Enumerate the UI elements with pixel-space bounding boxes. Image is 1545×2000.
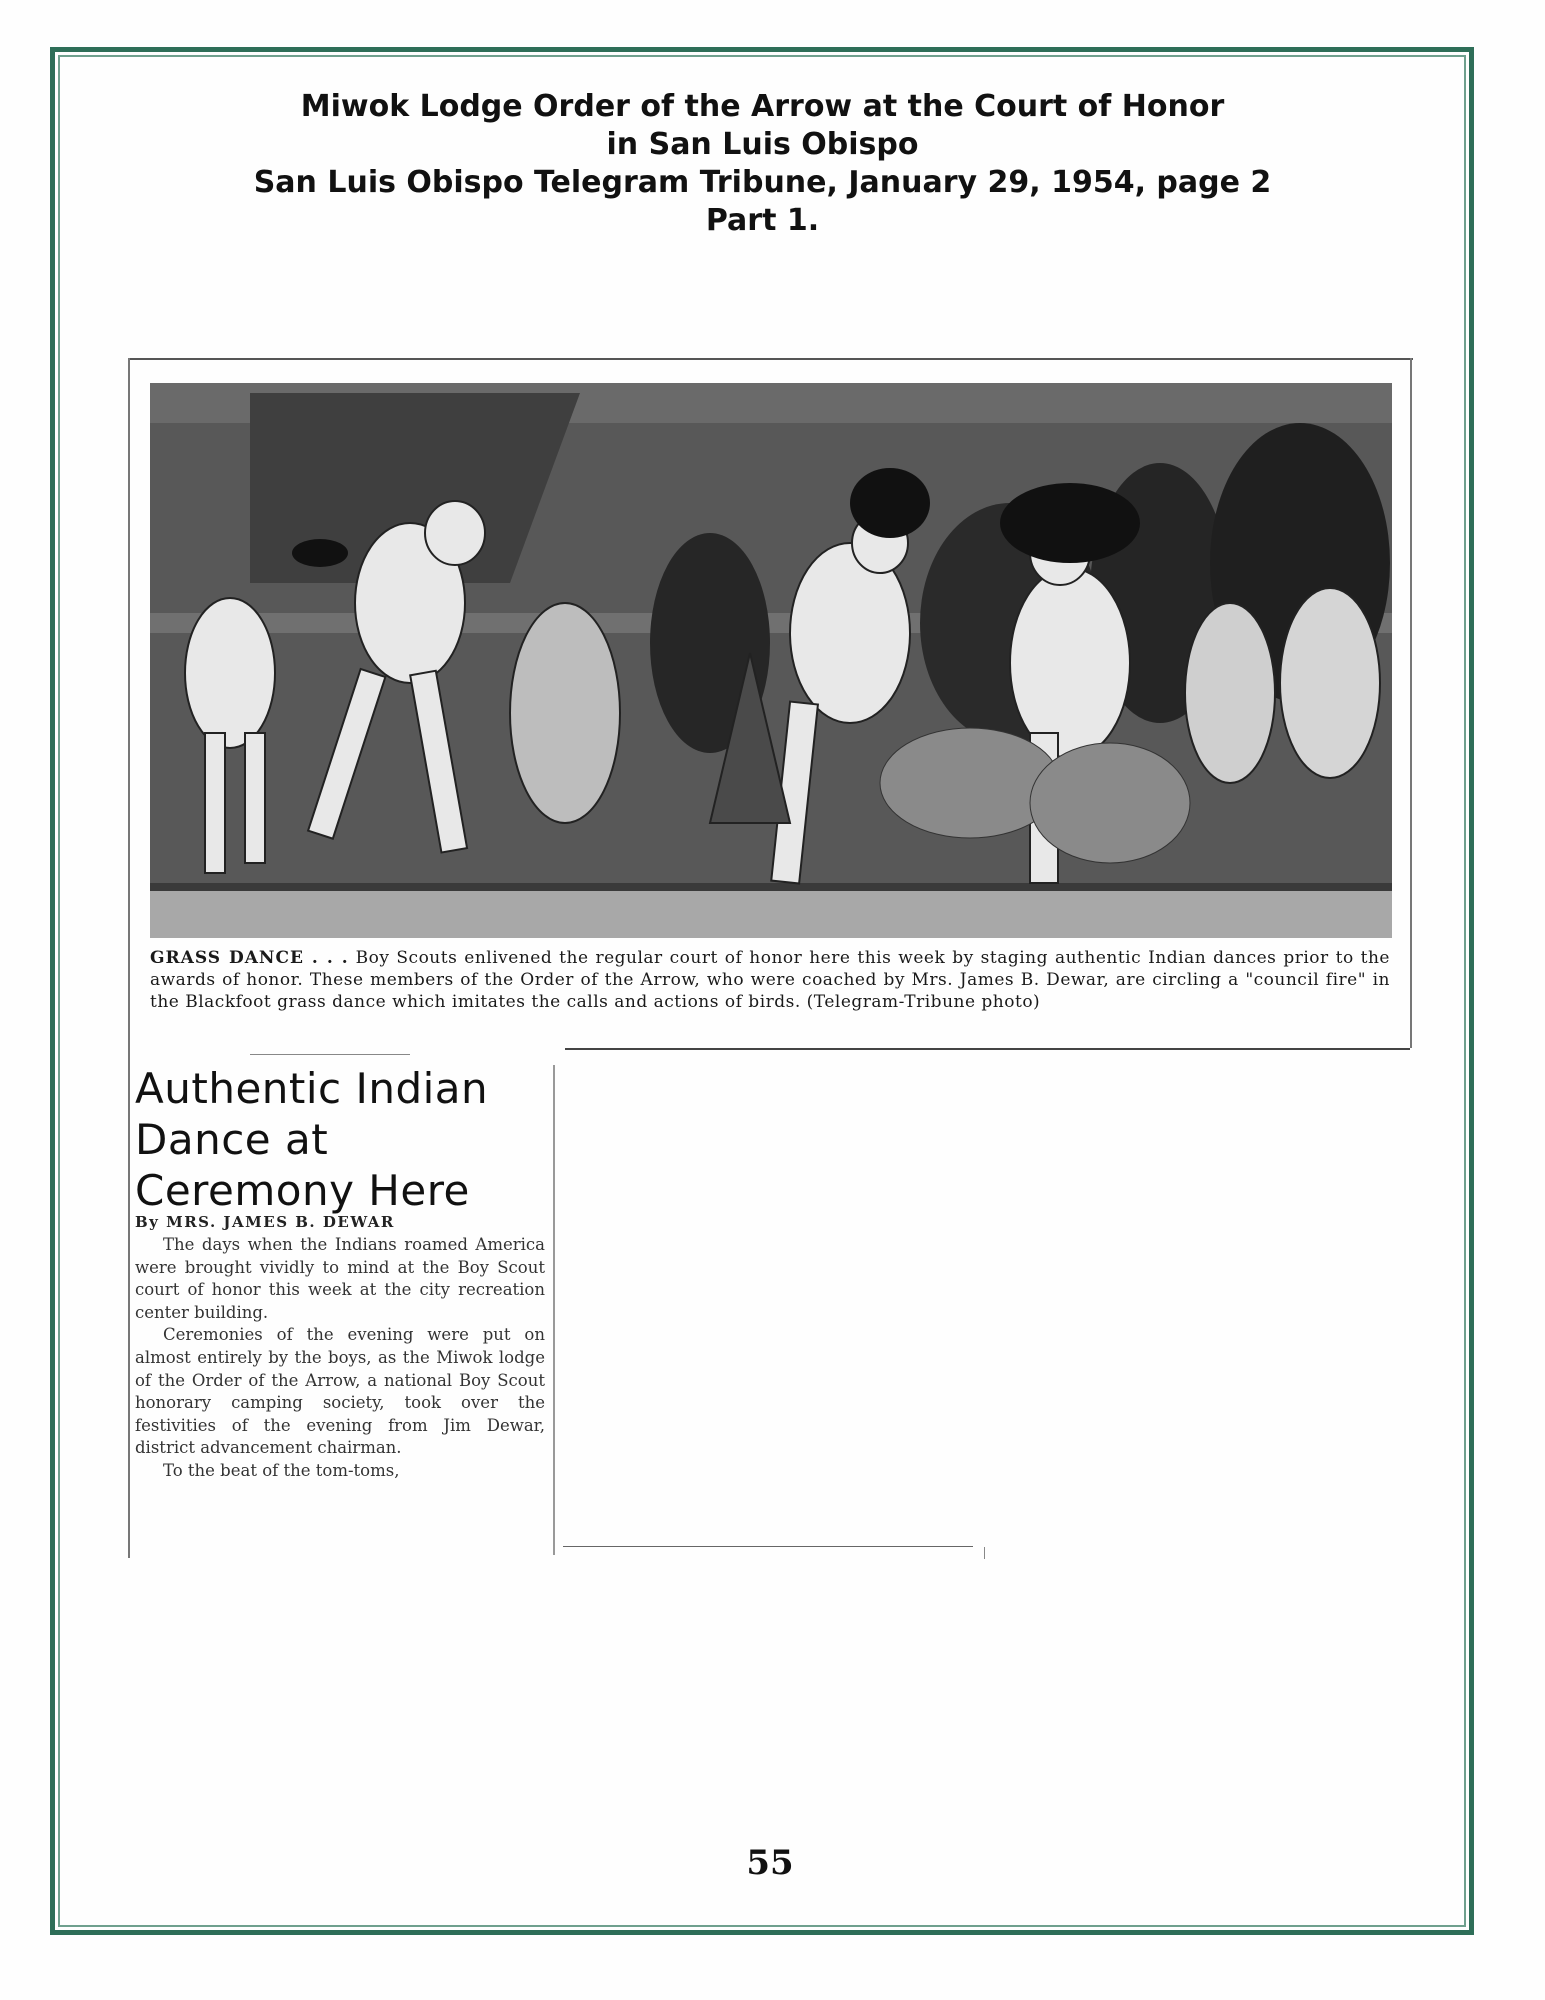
article-paragraph: The days when the Indians roamed America were brought vividly to mind at the Boy Scout court of honor this week at the city recreation center building. xyxy=(135,1235,545,1322)
heading-line-1: Miwok Lodge Order of the Arrow at the Court of Honor xyxy=(300,89,1225,124)
heading-line-2: in San Luis Obispo xyxy=(606,127,919,162)
article-byline: By MRS. JAMES B. DEWAR xyxy=(135,1213,395,1231)
heading-line-3: San Luis Obispo Telegram Tribune, January 29, 1954, page 2 xyxy=(253,165,1272,200)
caption-text: Boy Scouts enlivened the regular court of honor here this week by staging authentic Indian dances prior to the awards of honor. These members of the Order of the Arrow, who were coached by Mrs. James B. Dewar, are circling a "council fire" in the Blackfoot grass dance which imitates the calls and actions of birds. (Telegram-Tribune photo) xyxy=(150,948,1390,1012)
photo-caption xyxy=(150,947,1390,1013)
end-tick xyxy=(984,1547,985,1559)
article-body xyxy=(135,1234,545,1483)
photo-illustration xyxy=(150,383,1392,938)
clipping-left-rule xyxy=(128,358,130,1558)
article-title-line-1: Authentic Indian xyxy=(135,1064,489,1113)
page-heading xyxy=(100,88,1425,240)
caption-bottom-rule xyxy=(565,1048,1410,1050)
caption-lead: GRASS DANCE . . . xyxy=(150,948,349,968)
article-paragraph: To the beat of the tom-toms, xyxy=(163,1460,400,1480)
article-title-line-2: Dance at xyxy=(135,1115,329,1164)
end-rule xyxy=(563,1546,973,1547)
clipping-right-rule xyxy=(1410,358,1412,1048)
caption-short-rule xyxy=(250,1054,410,1055)
column-rule xyxy=(553,1065,555,1555)
article-title xyxy=(135,1063,555,1216)
page-number: 55 xyxy=(746,1843,794,1883)
article-title-line-3: Ceremony Here xyxy=(135,1166,470,1215)
grass-dance-photo xyxy=(150,383,1392,938)
heading-line-4: Part 1. xyxy=(705,203,820,238)
clipping-top-rule xyxy=(128,358,1413,360)
article-paragraph: Ceremonies of the evening were put on almost entirely by the boys, as the Miwok lodge of the Order of the Arrow, a national Boy Scout honorary camping society, took over the festivities of the evening from Jim Dewar, district advancement chairman. xyxy=(135,1325,545,1458)
